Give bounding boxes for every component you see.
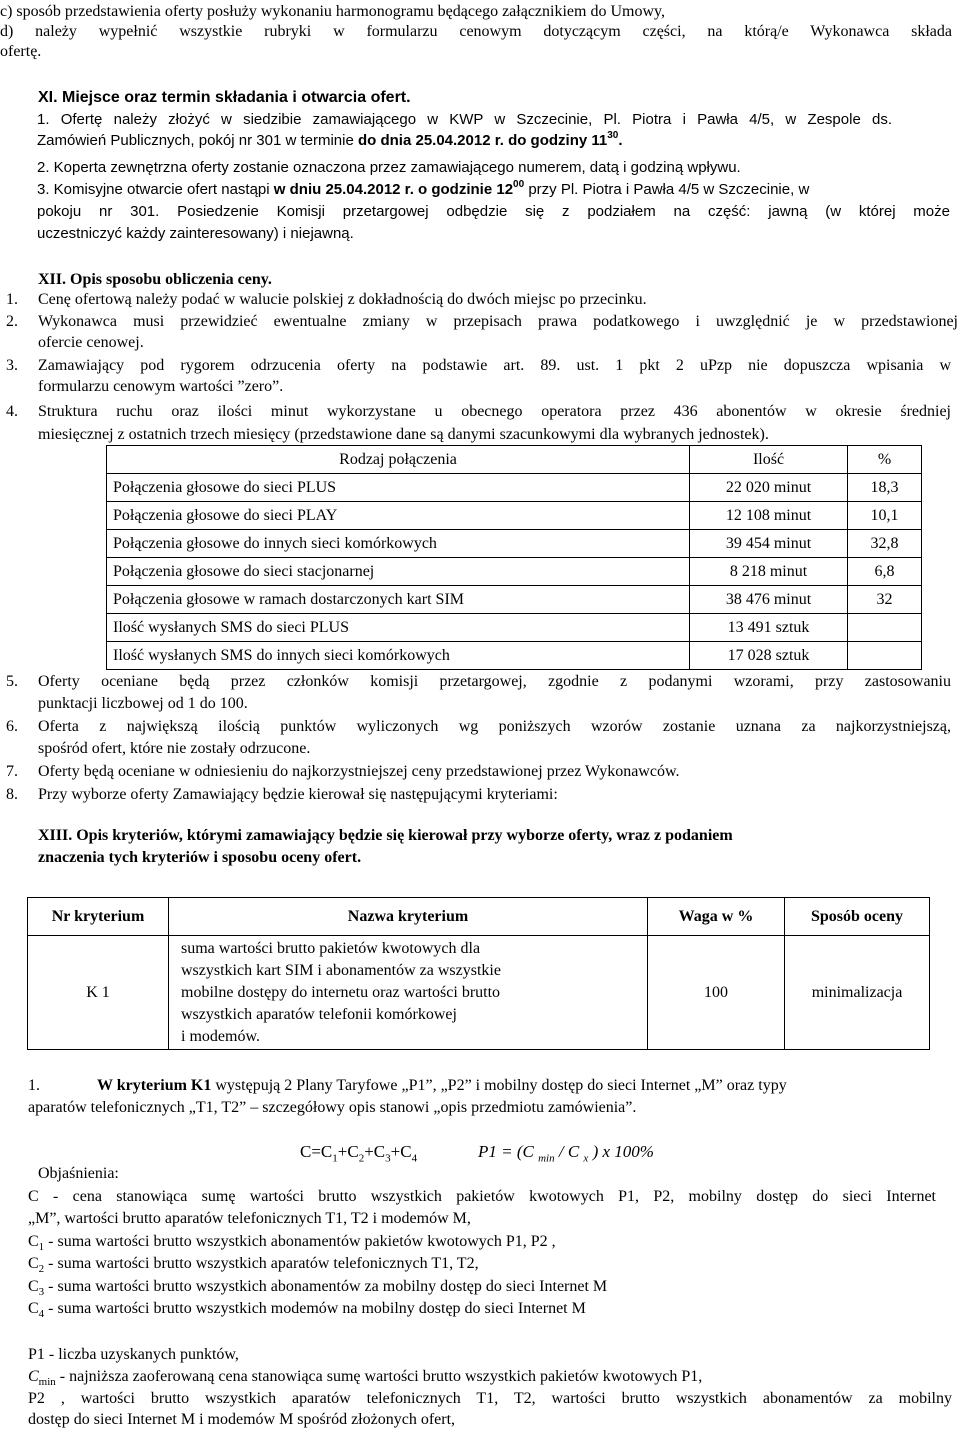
table-cell: Połączenia głosowe do sieci PLAY (107, 502, 690, 530)
table-row (107, 502, 922, 530)
expl-title: Objaśnienia: (38, 1165, 119, 1182)
table-cell: 18,3 (848, 474, 922, 502)
expl-c-cont: „M”, wartości brutto aparatów telefonicznych T1, T2 i modemów M, (28, 1210, 471, 1227)
xii-item-num: 7. (6, 763, 18, 780)
expl-c: C - cena stanowiąca sumę wartości brutto wszystkich pakietów kwotowych P1, P2, mobilny dostęp do sieci Internet (28, 1188, 936, 1205)
xii-item-num: 4. (6, 403, 18, 420)
xii-item-text-cont: ofercie cenowej. (38, 334, 144, 351)
xii-item-text-cont: punktacji liczbowej od 1 do 100. (38, 695, 248, 712)
criteria-name-line: i modemów. (181, 1027, 260, 1045)
xii-item-text: Struktura ruchu oraz ilości minut wykorzystane u obecnego operatora przez 436 abonentów w okresie średniej (38, 403, 951, 420)
xi-p1-line2: Zamówień Publicznych, pokój nr 301 w terminie do dnia 25.04.2012 r. do godziny $11^{30}$. (37, 130, 623, 149)
criteria-name (169, 936, 648, 1050)
expl-c4: $C_4$ - suma wartości brutto wszystkich modemów na mobilny dostęp do sieci Internet M (28, 1300, 586, 1321)
table-cell: 17 028 sztuk (690, 642, 848, 670)
xii-item-text: Oferty będą oceniane w odniesieniu do najkorzystniejszej ceny przedstawionej przez Wykonawców. (38, 763, 680, 780)
xii-item-num: 1. (6, 291, 18, 308)
expl-p2-cont: dostęp do sieci Internet M i modemów M spośród złożonych ofert, (28, 1411, 456, 1428)
table-header-row (107, 446, 922, 474)
xii-item-text: Przy wyborze oferty Zamawiający będzie kierował się następującymi kryteriami: (38, 786, 558, 803)
table-cell: 39 454 minut (690, 530, 848, 558)
table-header-row (28, 898, 930, 936)
table-cell: 6,8 (848, 558, 922, 586)
xii-item-num: 3. (6, 357, 18, 374)
table-header: Waga w % (648, 898, 785, 936)
criteria-name-line: wszystkich aparatów telefonii komórkowej (181, 1005, 457, 1023)
criteria-name-line: wszystkich kart SIM i abonamentów za wszystkie (181, 961, 501, 979)
section-xii-title: XII. Opis sposobu obliczenia ceny. (38, 271, 272, 288)
expl-c3: $C_3$ - suma wartości brutto wszystkich abonamentów za mobilny dostęp do sieci Internet M (28, 1278, 608, 1299)
table-cell: 32,8 (848, 530, 922, 558)
table-row (107, 558, 922, 586)
table-cell: 22 020 minut (690, 474, 848, 502)
xii-item-num: 2. (6, 313, 18, 330)
line-c: c) sposób przedstawienia oferty posłuży wykonaniu harmonogramu będącego załącznikiem do Umowy, (0, 3, 665, 20)
table-cell: 32 (848, 586, 922, 614)
table-row (107, 642, 922, 670)
table-cell: 13 491 sztuk (690, 614, 848, 642)
section-xiii-title-cont: znaczenia tych kryteriów i sposobu oceny ofert. (38, 849, 362, 866)
xii-item-text-cont: spośród ofert, które nie zostały odrzucone. (38, 740, 311, 757)
expl-cmin: $C_{min}$ - najniższa zaoferowaną cena stanowiąca sumę wartości brutto wszystkich pakietów kwotowych P1, (28, 1368, 703, 1389)
xii-item-num: 6. (6, 718, 18, 735)
section-xi-title: XI. Miejsce oraz termin składania i otwarcia ofert. (38, 89, 411, 106)
criteria-nr: K 1 (28, 936, 169, 1050)
xii-item-text: Oferta z największą ilością punktów wyliczonych wg poniższych wzorów zostanie uznana za najkorzystniejszą, (38, 718, 951, 735)
criteria-table (27, 897, 930, 1050)
criteria-name-line: suma wartości brutto pakietów kwotowych dla (181, 939, 481, 957)
table-header: Nr kryterium (28, 898, 169, 936)
table-cell (848, 614, 922, 642)
table-cell: 12 108 minut (690, 502, 848, 530)
criteria-weight: 100 (648, 936, 785, 1050)
xii-item-text: Zamawiający pod rygorem odrzucenia oferty na podstawie art. 89. ust. 1 pkt 2 uPzp nie dopuszcza wpisania w (38, 357, 951, 374)
criteria-name-line: mobilne dostępy do internetu oraz wartości brutto (181, 983, 501, 1001)
xii-item-num: 8. (6, 786, 18, 803)
table-header: Ilość (690, 446, 848, 474)
k1-num: 1. (28, 1077, 40, 1094)
table-cell: Połączenia głosowe do innych sieci komórkowych (107, 530, 690, 558)
section-xiii-title: XIII. Opis kryteriów, którymi zamawiający będzie się kierował przy wyborze oferty, wraz z podaniem (38, 827, 733, 844)
table-header: Rodzaj połączenia (107, 446, 690, 474)
xi-p1-line1: 1. Ofertę należy złożyć w siedzibie zamawiającego w KWP w Szczecinie, Pl. Piotra i Pawła 4/5, w Zespole ds. (37, 111, 892, 128)
table-cell: 8 218 minut (690, 558, 848, 586)
table-cell: Ilość wysłanych SMS do innych sieci komórkowych (107, 642, 690, 670)
expl-c2: $C_2$ - suma wartości brutto wszystkich aparatów telefonicznych T1, T2, (28, 1255, 479, 1276)
formula-c: $C=C_1+C_2+C_3+C_4$ (300, 1142, 418, 1165)
xii-item-text: Cenę ofertową należy podać w walucie polskiej z dokładnością do dwóch miejsc po przecinku. (38, 291, 647, 308)
table-cell: 10,1 (848, 502, 922, 530)
xii-item-text: Wykonawca musi przewidzieć ewentualne zmiany w przepisach prawa podatkowego i uwzględnić je w przedstawionej (38, 313, 958, 330)
table-row (107, 586, 922, 614)
xii-item-num: 5. (6, 673, 18, 690)
xi-p2: 2. Koperta zewnętrzna oferty zostanie oznaczona przez zamawiającego numerem, datą i godziną wpływu. (37, 159, 741, 176)
formula-p1: P1 = (C $_{min}$ / C $_x$ ) x 100% (478, 1142, 654, 1165)
xi-p3-line3: uczestniczyć każdy zainteresowany) i niejawną. (37, 225, 354, 242)
table-row (107, 614, 922, 642)
table-row (107, 530, 922, 558)
table-cell (848, 642, 922, 670)
table-row (28, 936, 930, 1050)
table-header: Sposób oceny (785, 898, 930, 936)
traffic-table (106, 445, 922, 670)
expl-c1: $C_1$ - suma wartości brutto wszystkich abonamentów pakietów kwotowych P1, P2 , (28, 1233, 556, 1254)
xi-p3-line1: 3. Komisyjne otwarcie ofert nastąpi w dniu 25.04.2012 r. o godzinie $12^{00}$ przy Pl. Piotra i Pawła 4/5 w Szczecinie, w (37, 179, 810, 198)
table-header: % (848, 446, 922, 474)
table-header: Nazwa kryterium (169, 898, 648, 936)
table-row (107, 474, 922, 502)
xi-p3-line2: pokoju nr 301. Posiedzenie Komisji przetargowej odbędzie się z podziałem na część: jawną (w której może (37, 203, 950, 220)
xii-item-text: Oferty oceniane będą przez członków komisji przetargowej, zgodnie z podanymi wzorami, przy zastosowaniu (38, 673, 951, 690)
k1-text: W kryterium K1 występują 2 Plany Taryfowe „P1”, „P2” i mobilny dostęp do sieci Internet „M” oraz typy (97, 1077, 787, 1094)
criteria-method: minimalizacja (785, 936, 930, 1050)
line-d-cont: ofertę. (0, 43, 42, 60)
table-cell: Ilość wysłanych SMS do sieci PLUS (107, 614, 690, 642)
expl-p2: P2 , wartości brutto wszystkich aparatów telefonicznych T1, T2, wartości brutto wszystkich abonamentów za mobilny (28, 1390, 952, 1407)
table-cell: 38 476 minut (690, 586, 848, 614)
xii-item-text-cont: formularzu cenowym wartości ”zero”. (38, 378, 284, 395)
table-cell: Połączenia głosowe do sieci PLUS (107, 474, 690, 502)
expl-p1: P1 - liczba uzyskanych punktów, (28, 1346, 239, 1363)
table-cell: Połączenia głosowe w ramach dostarczonych kart SIM (107, 586, 690, 614)
xii-item-text-cont: miesięcznej z ostatnich trzech miesięcy (przedstawione dane są danymi szacunkowymi dla wybranych jednostek). (38, 426, 769, 443)
k1-text-cont: aparatów telefonicznych „T1, T2” – szczegółowy opis stanowi „opis przedmiotu zamówienia”. (28, 1099, 637, 1116)
line-d: d) należy wypełnić wszystkie rubryki w formularzu cenowym dotyczącym części, na którą/e Wykonawca składa (0, 23, 952, 40)
table-cell: Połączenia głosowe do sieci stacjonarnej (107, 558, 690, 586)
